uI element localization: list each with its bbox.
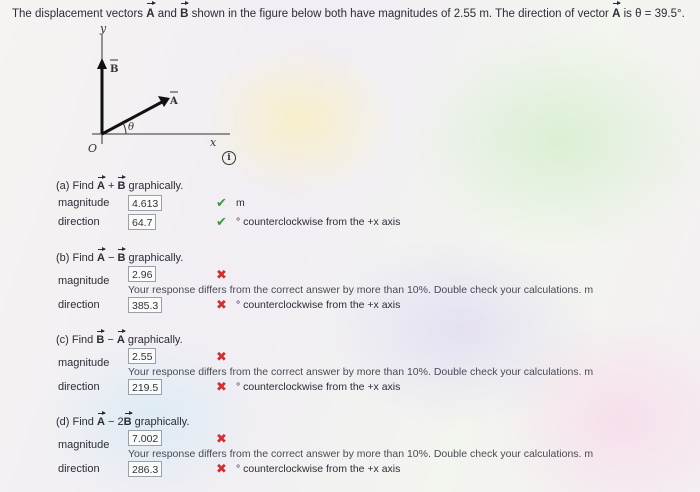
operator: +: [104, 180, 118, 192]
problem-text: shown in the figure below both have magnitudes of: [188, 8, 454, 20]
x-icon: ✖: [216, 297, 227, 312]
operator: −: [104, 334, 117, 346]
vector-symbol: A: [96, 252, 105, 264]
problem-text: and: [154, 8, 181, 20]
vector-symbol: A: [96, 416, 105, 428]
heading-text: (a) Find: [56, 180, 97, 192]
problem-text: The displacement vectors: [12, 8, 147, 20]
vector-symbol: B: [123, 416, 132, 428]
magnitude-label: magnitude: [58, 357, 110, 369]
x-icon: ✖: [216, 267, 227, 282]
x-icon: ✖: [216, 379, 227, 394]
x-icon: ✖: [216, 349, 227, 364]
direction-label: direction: [58, 463, 100, 475]
given-angle: 39.5°: [654, 8, 682, 20]
feedback-message: Your response differs from the correct answer by more than 10%. Double check your calculations. m: [128, 284, 594, 296]
vector-figure: [80, 22, 250, 162]
direction-input-d[interactable]: 286.3: [128, 461, 162, 477]
vector-a-symbol: A: [612, 8, 621, 20]
theta-label: θ: [128, 122, 135, 133]
heading-text: (d) Find: [56, 416, 97, 428]
vector-diagram: [80, 22, 250, 162]
magnitude-unit: m: [236, 197, 245, 209]
part-b-heading: [56, 252, 183, 264]
check-icon: ✔: [216, 214, 227, 229]
theta-arc: [123, 123, 126, 134]
magnitude-input-c[interactable]: 2.55: [128, 348, 156, 364]
magnitude-input-a[interactable]: 4.613: [128, 195, 162, 211]
info-icon[interactable]: i: [222, 151, 236, 165]
vector-symbol: A: [116, 334, 125, 346]
magnitude-label: magnitude: [58, 275, 110, 287]
part-a-heading: [56, 180, 183, 192]
feedback-message: Your response differs from the correct answer by more than 10%. Double check your calculations. m: [128, 448, 594, 460]
vector-b-label: B: [110, 64, 119, 75]
vector-b-arrowhead: [97, 58, 107, 69]
origin-label: O: [88, 142, 98, 155]
given-magnitude: 2.55 m: [453, 8, 489, 20]
part-c-heading: [56, 334, 183, 346]
vector-symbol: B: [117, 180, 126, 192]
direction-unit: ° counterclockwise from the +x axis: [236, 299, 401, 311]
x-icon: ✖: [216, 431, 227, 446]
part-d-heading: [56, 416, 189, 428]
operator: −: [104, 252, 118, 264]
vector-symbol: A: [96, 180, 105, 192]
magnitude-input-b[interactable]: 2.96: [128, 266, 156, 282]
magnitude-input-d[interactable]: 7.002: [128, 430, 162, 446]
heading-text: (b) Find: [56, 252, 97, 264]
direction-unit: ° counterclockwise from the +x axis: [236, 381, 401, 393]
vector-a-label: A: [170, 96, 178, 107]
heading-text: graphically.: [125, 252, 184, 264]
direction-input-b[interactable]: 385.3: [128, 297, 162, 313]
x-icon: ✖: [216, 461, 227, 476]
direction-unit: ° counterclockwise from the +x axis: [236, 463, 401, 475]
feedback-message: Your response differs from the correct answer by more than 10%. Double check your calculations. m: [128, 366, 594, 378]
direction-label: direction: [58, 216, 100, 228]
direction-input-c[interactable]: 219.5: [128, 379, 162, 395]
direction-label: direction: [58, 381, 100, 393]
vector-symbol: B: [96, 334, 105, 346]
y-axis-label: y: [100, 22, 107, 35]
heading-text: graphically.: [131, 416, 190, 428]
heading-text: graphically.: [125, 180, 184, 192]
vector-symbol: B: [117, 252, 126, 264]
direction-label: direction: [58, 299, 100, 311]
operator: − 2: [104, 416, 124, 428]
magnitude-label: magnitude: [58, 439, 110, 451]
direction-unit: ° counterclockwise from the +x axis: [236, 216, 401, 228]
problem-text: is θ =: [620, 8, 655, 20]
direction-input-a[interactable]: 64.7: [128, 214, 156, 230]
problem-text: . The direction of vector: [488, 8, 613, 20]
heading-text: graphically.: [124, 334, 183, 346]
heading-text: (c) Find: [56, 334, 97, 346]
problem-statement: [12, 6, 692, 22]
x-axis-label: x: [210, 136, 217, 149]
check-icon: ✔: [216, 195, 227, 210]
problem-text: .: [681, 8, 685, 20]
vector-a-symbol: A: [146, 8, 155, 20]
magnitude-label: magnitude: [58, 197, 110, 209]
vector-b-symbol: B: [180, 8, 189, 20]
